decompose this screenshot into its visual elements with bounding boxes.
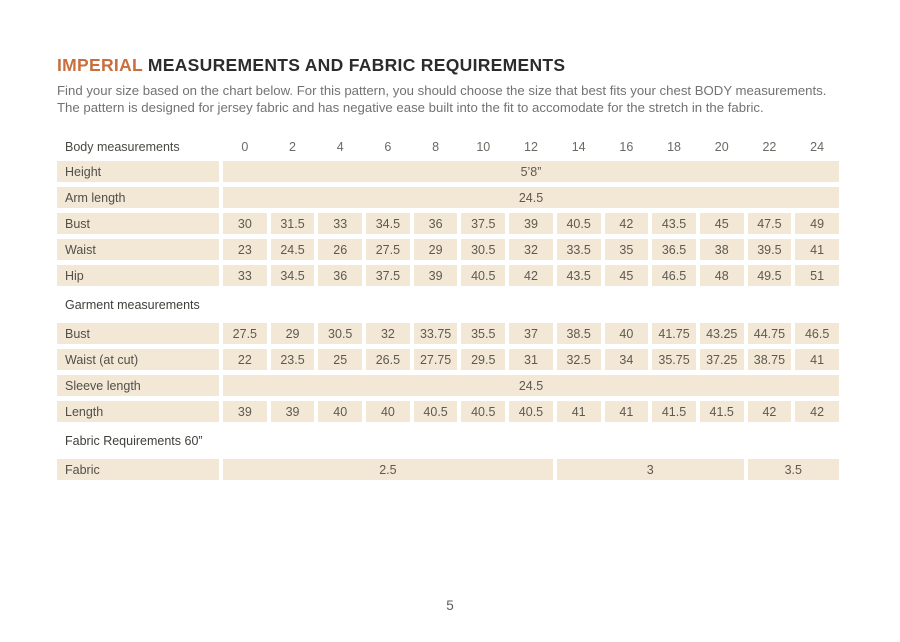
size-header-22: 22	[762, 140, 777, 154]
row-label-hip: Hip	[57, 265, 219, 286]
cell-waist-at-cut-size-16: 34	[605, 349, 649, 370]
row-label-bust: Bust	[57, 323, 219, 344]
cell-bust-size-12: 37	[509, 323, 553, 344]
cell-length-size-4: 40	[318, 401, 362, 422]
column-header-body-measurements: Body measurements	[65, 140, 180, 154]
cell-waist-size-20: 38	[700, 239, 744, 260]
content-area	[57, 55, 847, 485]
cell-length-size-18: 41.5	[652, 401, 696, 422]
cell-hip-size-8: 39	[414, 265, 458, 286]
intro-text	[57, 83, 847, 116]
cell-waist-size-18: 36.5	[652, 239, 696, 260]
section-header-garment-measurements: Garment measurements	[65, 297, 200, 312]
cell-waist-at-cut-size-6: 26.5	[366, 349, 410, 370]
cell-hip-size-24: 51	[795, 265, 839, 286]
cell-length-size-24: 42	[795, 401, 839, 422]
cell-waist-at-cut-size-8: 27.75	[414, 349, 458, 370]
cell-waist-at-cut-size-18: 35.75	[652, 349, 696, 370]
cell-waist-size-0: 23	[223, 239, 267, 260]
size-header-16: 16	[619, 140, 634, 154]
table-row	[57, 138, 839, 156]
cell-bust-size-18: 41.75	[652, 323, 696, 344]
row-label-fabric: Fabric	[57, 459, 219, 480]
cell-waist-at-cut-size-2: 23.5	[271, 349, 315, 370]
cell-waist-at-cut-size-24: 41	[795, 349, 839, 370]
cell-waist-size-8: 29	[414, 239, 458, 260]
cell-waist-size-22: 39.5	[748, 239, 792, 260]
cell-arm-length-all-sizes: 24.5	[223, 187, 839, 208]
cell-waist-size-14: 33.5	[557, 239, 601, 260]
page-number: 5	[446, 598, 454, 613]
cell-length-size-22: 42	[748, 401, 792, 422]
row-label-height: Height	[57, 161, 219, 182]
table-row	[57, 323, 839, 344]
cell-fabric-span-1: 2.5	[223, 459, 553, 480]
cell-length-size-0: 39	[223, 401, 267, 422]
cell-bust-size-22: 44.75	[748, 323, 792, 344]
cell-bust-size-2: 31.5	[271, 213, 315, 234]
cell-hip-size-6: 37.5	[366, 265, 410, 286]
cell-bust-size-16: 40	[605, 323, 649, 344]
cell-length-size-2: 39	[271, 401, 315, 422]
measurements-table	[53, 133, 843, 485]
cell-bust-size-16: 42	[605, 213, 649, 234]
table-row	[57, 427, 839, 454]
cell-sleeve-length-all-sizes: 24.5	[223, 375, 839, 396]
intro-line-1: Find your size based on the chart below. For this pattern, you should choose the size that best fits your chest BODY measurements.	[57, 83, 827, 98]
cell-hip-size-16: 45	[605, 265, 649, 286]
cell-waist-at-cut-size-20: 37.25	[700, 349, 744, 370]
page-title-highlight: IMPERIAL	[57, 55, 143, 75]
page-title	[57, 55, 847, 76]
table-row	[57, 239, 839, 260]
table-row	[57, 291, 839, 318]
cell-waist-size-12: 32	[509, 239, 553, 260]
row-label-arm-length: Arm length	[57, 187, 219, 208]
cell-waist-size-2: 24.5	[271, 239, 315, 260]
cell-fabric-span-3: 3.5	[748, 459, 839, 480]
size-header-2: 2	[289, 140, 296, 154]
intro-line-2: The pattern is designed for jersey fabric and has negative ease built into the fit to accomodate for the stretch in the fabric.	[57, 99, 764, 115]
cell-bust-size-20: 43.25	[700, 323, 744, 344]
table-row	[57, 375, 839, 396]
size-header-12: 12	[524, 140, 538, 154]
cell-bust-size-12: 39	[509, 213, 553, 234]
cell-bust-size-10: 35.5	[461, 323, 505, 344]
cell-length-size-6: 40	[366, 401, 410, 422]
cell-waist-at-cut-size-4: 25	[318, 349, 362, 370]
cell-hip-size-14: 43.5	[557, 265, 601, 286]
size-header-18: 18	[667, 140, 681, 154]
cell-bust-size-0: 30	[223, 213, 267, 234]
row-label-bust: Bust	[57, 213, 219, 234]
table-row	[57, 401, 839, 422]
cell-waist-at-cut-size-12: 31	[509, 349, 553, 370]
row-label-sleeve-length: Sleeve length	[57, 375, 219, 396]
row-label-waist-at-cut: Waist (at cut)	[57, 349, 219, 370]
cell-bust-size-18: 43.5	[652, 213, 696, 234]
cell-hip-size-20: 48	[700, 265, 744, 286]
cell-bust-size-0: 27.5	[223, 323, 267, 344]
page-title-rest: MEASUREMENTS AND FABRIC REQUIREMENTS	[142, 55, 566, 75]
cell-hip-size-22: 49.5	[748, 265, 792, 286]
size-header-6: 6	[384, 140, 392, 154]
cell-bust-size-14: 38.5	[557, 323, 601, 344]
cell-hip-size-10: 40.5	[461, 265, 505, 286]
size-header-8: 8	[432, 140, 440, 154]
cell-hip-size-2: 34.5	[271, 265, 315, 286]
table-row	[57, 187, 839, 208]
row-label-length: Length	[57, 401, 219, 422]
cell-length-size-10: 40.5	[461, 401, 505, 422]
cell-hip-size-4: 36	[318, 265, 362, 286]
row-label-waist: Waist	[57, 239, 219, 260]
cell-bust-size-6: 34.5	[366, 213, 410, 234]
cell-bust-size-8: 33.75	[414, 323, 458, 344]
table-row	[57, 459, 839, 480]
cell-waist-at-cut-size-14: 32.5	[557, 349, 601, 370]
cell-bust-size-22: 47.5	[748, 213, 792, 234]
table-row	[57, 349, 839, 370]
cell-bust-size-10: 37.5	[461, 213, 505, 234]
cell-bust-size-2: 29	[271, 323, 315, 344]
cell-bust-size-4: 33	[318, 213, 362, 234]
table-row	[57, 213, 839, 234]
size-header-4: 4	[336, 140, 344, 154]
section-header-fabric-requirements: Fabric Requirements 60”	[65, 433, 203, 448]
cell-bust-size-20: 45	[700, 213, 744, 234]
size-header-0: 0	[241, 140, 249, 154]
cell-hip-size-0: 33	[223, 265, 267, 286]
cell-hip-size-12: 42	[509, 265, 553, 286]
cell-bust-size-4: 30.5	[318, 323, 362, 344]
cell-waist-size-10: 30.5	[461, 239, 505, 260]
cell-waist-at-cut-size-10: 29.5	[461, 349, 505, 370]
cell-length-size-20: 41.5	[700, 401, 744, 422]
cell-hip-size-18: 46.5	[652, 265, 696, 286]
cell-waist-size-4: 26	[318, 239, 362, 260]
cell-bust-size-8: 36	[414, 213, 458, 234]
cell-height-all-sizes: 5’8”	[223, 161, 839, 182]
cell-waist-size-6: 27.5	[366, 239, 410, 260]
table-row	[57, 265, 839, 286]
cell-waist-at-cut-size-0: 22	[223, 349, 267, 370]
size-header-14: 14	[571, 140, 586, 154]
cell-bust-size-6: 32	[366, 323, 410, 344]
cell-length-size-14: 41	[557, 401, 601, 422]
cell-bust-size-14: 40.5	[557, 213, 601, 234]
size-header-24: 24	[810, 140, 825, 154]
cell-waist-at-cut-size-22: 38.75	[748, 349, 792, 370]
cell-fabric-span-2: 3	[557, 459, 744, 480]
cell-bust-size-24: 49	[795, 213, 839, 234]
table-row	[57, 161, 839, 182]
cell-length-size-8: 40.5	[414, 401, 458, 422]
cell-length-size-12: 40.5	[509, 401, 553, 422]
size-header-20: 20	[714, 140, 729, 154]
cell-bust-size-24: 46.5	[795, 323, 839, 344]
cell-waist-size-16: 35	[605, 239, 649, 260]
cell-length-size-16: 41	[605, 401, 649, 422]
size-header-10: 10	[476, 140, 491, 154]
cell-waist-size-24: 41	[795, 239, 839, 260]
